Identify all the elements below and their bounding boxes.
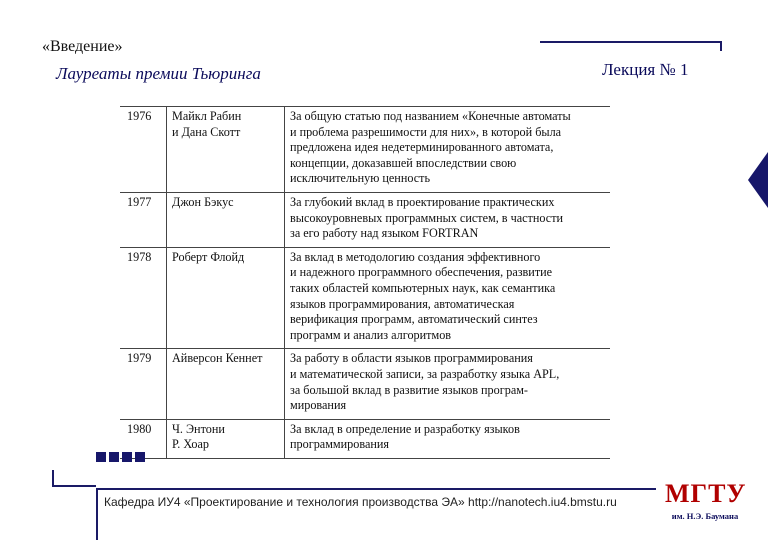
table-row bbox=[120, 107, 610, 193]
lecture-label: Лекция № 1 bbox=[602, 60, 689, 79]
laureate-name-line: Р. Хоар bbox=[172, 437, 209, 452]
description-line: За вклад в определение и разработку языков bbox=[290, 421, 520, 436]
table-row bbox=[120, 349, 610, 419]
laureate-name bbox=[167, 419, 285, 458]
table-row bbox=[120, 192, 610, 247]
right-edge-marker bbox=[748, 152, 768, 208]
description-line: концепции, доказавшей впоследствии свою bbox=[290, 155, 517, 170]
description-line: высокоуровневых программных систем, в частности bbox=[290, 210, 564, 225]
square-1 bbox=[96, 452, 106, 462]
table-row bbox=[120, 247, 610, 349]
description-line: за его работу над языком FORTRAN bbox=[290, 226, 479, 241]
logo-main-text: МГТУ bbox=[665, 479, 747, 508]
laureate-year: 1978 bbox=[120, 247, 167, 349]
description-line: программирования bbox=[290, 437, 389, 452]
laureate-description bbox=[285, 247, 611, 349]
square-4 bbox=[135, 452, 145, 462]
footer-corner-horizontal bbox=[52, 485, 96, 487]
footer-frame-vertical bbox=[96, 488, 98, 540]
description-line: таких областей компьютерных наук, как семантика bbox=[290, 280, 556, 295]
description-line: и надежного программного обеспечения, развитие bbox=[290, 265, 553, 280]
square-2 bbox=[109, 452, 119, 462]
description-line: и математической записи, за разработку языка APL, bbox=[290, 366, 560, 381]
laureate-name-line: Ч. Энтони bbox=[172, 421, 225, 436]
laureate-year: 1979 bbox=[120, 349, 167, 419]
laureate-description bbox=[285, 419, 611, 458]
laureate-name bbox=[167, 107, 285, 193]
laureate-name-line: и Дана Скотт bbox=[172, 124, 241, 139]
table-body bbox=[120, 107, 610, 459]
footer-corner-vertical bbox=[52, 470, 54, 486]
section-title: «Введение» bbox=[42, 38, 123, 55]
description-line: и проблема разрешимости для них», в которой была bbox=[290, 124, 562, 139]
laureate-description bbox=[285, 349, 611, 419]
laureate-name-line: Джон Бэкус bbox=[172, 194, 234, 209]
decorative-squares bbox=[96, 452, 145, 462]
description-line: языков программирования, автоматическая bbox=[290, 296, 515, 311]
laureate-name bbox=[167, 247, 285, 349]
description-line: За общую статью под названием «Конечные автоматы bbox=[290, 109, 571, 123]
description-line: мирования bbox=[290, 398, 347, 413]
logo-sub-text: им. Н.Э. Баумана bbox=[671, 511, 739, 521]
laureate-name bbox=[167, 349, 285, 419]
laureate-name-line: Майкл Рабин bbox=[172, 109, 242, 123]
description-line: программ и анализ алгоритмов bbox=[290, 327, 452, 342]
header-rule bbox=[540, 41, 722, 43]
square-3 bbox=[122, 452, 132, 462]
description-line: За глубокий вклад в проектирование практических bbox=[290, 194, 555, 209]
laureate-name bbox=[167, 192, 285, 247]
laureate-name-line: Айверсон Кеннет bbox=[172, 351, 263, 366]
footer-department-text: Кафедра ИУ4 «Проектирование и технология производства ЭА» http://nanotech.iu4.bmstu.ru bbox=[104, 495, 617, 509]
slide-subtitle: Лауреаты премии Тьюринга bbox=[56, 64, 261, 83]
laureate-description bbox=[285, 192, 611, 247]
description-line: За работу в области языков программирования bbox=[290, 351, 533, 366]
turing-laureates-table bbox=[120, 106, 610, 459]
description-line: исключительную ценность bbox=[290, 171, 431, 186]
laureate-description bbox=[285, 107, 611, 193]
description-line: за большой вклад в развитие языков програм- bbox=[290, 382, 528, 397]
laureate-year: 1976 bbox=[120, 107, 167, 193]
laureate-year: 1980 bbox=[120, 419, 167, 458]
description-line: За вклад в методологию создания эффективного bbox=[290, 249, 541, 264]
university-logo bbox=[665, 480, 745, 521]
header-rule-tick bbox=[720, 41, 722, 51]
table-row bbox=[120, 419, 610, 458]
description-line: предложена идея недетерминированного автомата, bbox=[290, 140, 554, 155]
footer-frame-horizontal bbox=[96, 488, 656, 490]
laureate-name-line: Роберт Флойд bbox=[172, 249, 245, 264]
laureate-year: 1977 bbox=[120, 192, 167, 247]
description-line: верификация программ, автоматический синтез bbox=[290, 312, 538, 327]
